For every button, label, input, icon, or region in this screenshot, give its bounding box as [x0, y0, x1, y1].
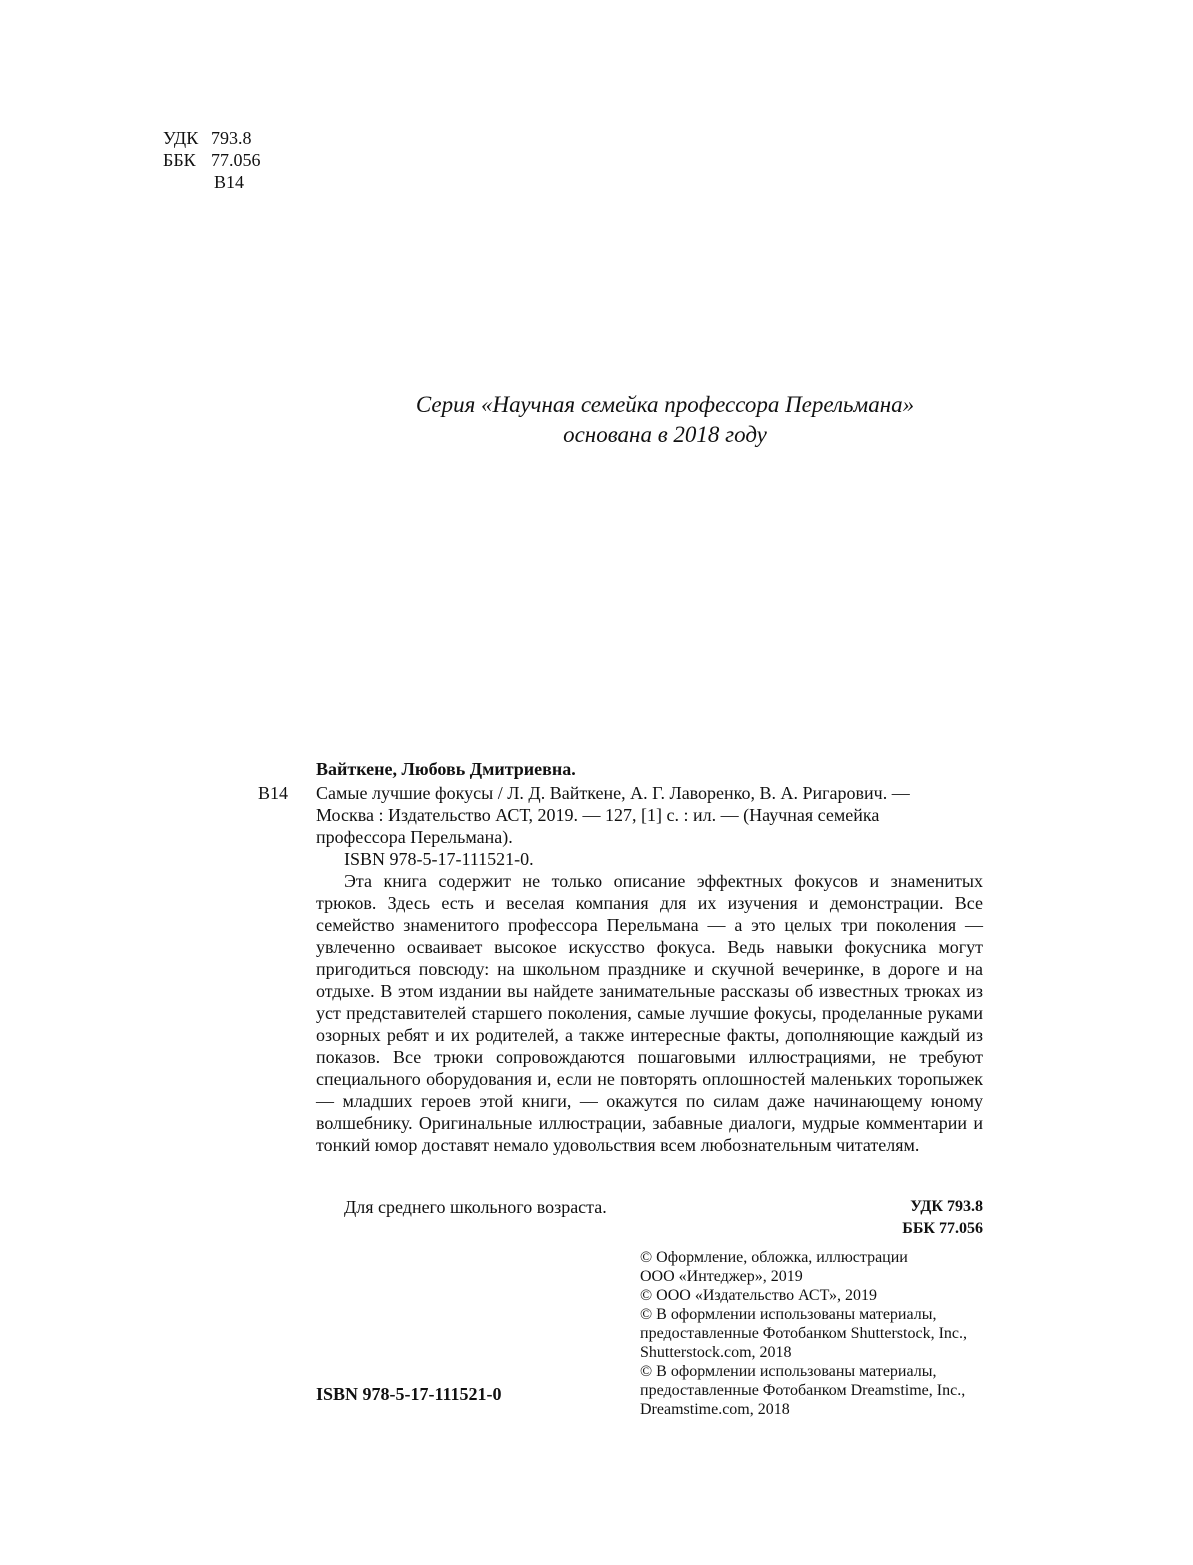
bbk-row [163, 149, 261, 171]
record-author-mark: В14 [258, 783, 289, 803]
series-note [300, 390, 1030, 450]
udk-value: 793.8 [211, 128, 252, 148]
udk-bold: УДК 793.8 [910, 1198, 983, 1215]
copyright-line: © В оформлении использованы материалы, [640, 1306, 937, 1323]
copyright-line: предоставленные Фотобанком Dreamstime, Inc., [640, 1382, 966, 1399]
record-isbn: ISBN 978-5-17-111521-0. [344, 849, 534, 869]
classification-codes-bold [902, 1196, 983, 1240]
classification-block [163, 127, 261, 193]
audience-note: Для среднего школьного возраста. [344, 1197, 607, 1217]
copyright-line: предоставленные Фотобанком Shutterstock, Inc., [640, 1325, 968, 1342]
copyright-line: © Оформление, обложка, иллюстрации [640, 1249, 908, 1266]
author-heading: Вайткене, Любовь Дмитриевна. [316, 759, 576, 779]
title-line-3: профессора Перельмана). [316, 827, 513, 847]
bbk-label: ББК [163, 150, 196, 170]
annotation-paragraph: Эта книга содержит не только описание эффектных фокусов и знаменитых трюков. Здесь есть и веселая компания для их изучения и демонстрации. Все семейство знаменитого профессора Перельмана — а это целых три поколения — увлеченно осваивает высокое искусство фокуса. Ведь навыки фокусника могут пригодиться повсюду: на школьном празднике и скучной вечеринке, в дороге и на отдыхе. В этом издании вы найдете занимательные рассказы об известных трюках из уст представителей старшего поколения, самые лучшие фокусы, проделанные руками озорных ребят и их родителей, а также интересные факты, дополняющие каждый из показов. Все трюки сопровождаются пошаговыми иллюстрациями, не требуют специального оборудования и, если не повторять оплошностей маленьких торопыжек — младших героев этой книги, — окажутся по силам даже начинающему юному волшебнику. Оригинальные иллюстрации, забавные диалоги, мудрые комментарии и тонкий юмор доставят немало удовольствия всем любознательным читателям. [316, 871, 983, 1155]
isbn-bottom: ISBN 978-5-17-111521-0 [316, 1384, 502, 1404]
bibliographic-record [316, 782, 983, 1156]
copyright-line: Shutterstock.com, 2018 [640, 1344, 792, 1361]
bbk-value: 77.056 [211, 150, 261, 170]
series-line-2: основана в 2018 году [563, 422, 767, 447]
udk-row [163, 127, 261, 149]
bbk-bold: ББК 77.056 [902, 1220, 983, 1237]
title-line-1: Самые лучшие фокусы / Л. Д. Вайткене, А. Г. Лаворенко, В. А. Ригарович. — [316, 783, 910, 803]
title-line-2: Москва : Издательство АСТ, 2019. — 127, [1] с. : ил. — (Научная семейка [316, 805, 880, 825]
copyright-line: © ООО «Издательство АСТ», 2019 [640, 1287, 877, 1304]
author-mark: В14 [214, 172, 245, 192]
copyright-line: © В оформлении использованы материалы, [640, 1363, 937, 1380]
copyright-line: ООО «Интеджер», 2019 [640, 1268, 803, 1285]
copyright-block [640, 1248, 990, 1419]
series-line-1: Серия «Научная семейка профессора Перельмана» [415, 392, 915, 417]
copyright-line: Dreamstime.com, 2018 [640, 1401, 790, 1418]
udk-label: УДК [163, 128, 199, 148]
